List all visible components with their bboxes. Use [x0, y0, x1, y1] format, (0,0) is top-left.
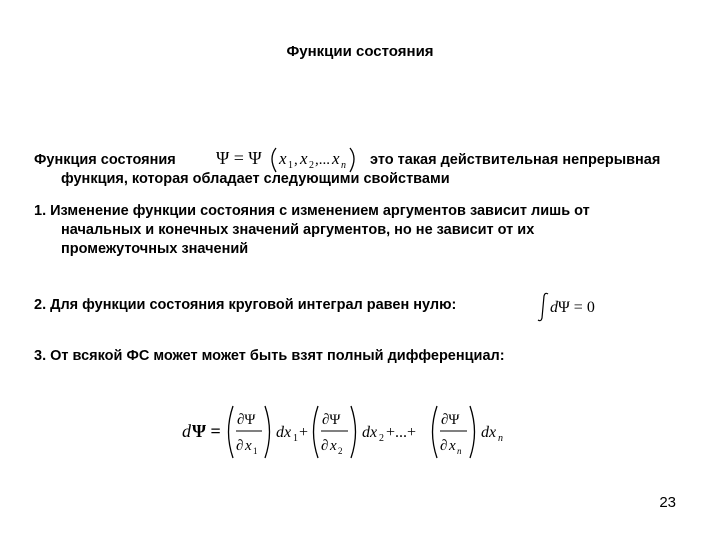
svg-text:2: 2 [309, 160, 314, 171]
svg-text:n: n [498, 433, 503, 444]
svg-text:Ψ =: Ψ = [192, 421, 221, 441]
svg-text:∂Ψ: ∂Ψ [237, 412, 256, 428]
svg-text:d: d [550, 299, 558, 316]
svg-text:n: n [341, 160, 346, 171]
page-number: 23 [659, 494, 676, 511]
svg-text:x: x [300, 149, 308, 168]
svg-text:1: 1 [293, 433, 298, 444]
item3-text: 3. От всякой ФС может может быть взят полный дифференциал: [34, 348, 505, 364]
svg-text:x: x [330, 438, 337, 454]
svg-text:Ψ = Ψ: Ψ = Ψ [216, 148, 262, 168]
svg-text:x: x [279, 149, 287, 168]
svg-text:+: + [299, 424, 309, 441]
svg-text:∂Ψ: ∂Ψ [441, 412, 460, 428]
item1-line2: начальных и конечных значений аргументов, но не зависит от их [61, 222, 535, 238]
total-differential-formula [180, 400, 520, 464]
svg-text:1: 1 [253, 446, 258, 456]
svg-text:n: n [457, 446, 462, 456]
item1-line3: промежуточных значений [61, 241, 249, 257]
svg-text:x: x [245, 438, 252, 454]
svg-text:dx: dx [362, 424, 378, 441]
svg-text:∂: ∂ [321, 438, 329, 454]
svg-text:Ψ = 0: Ψ = 0 [558, 299, 595, 316]
item1-line1: 1. Изменение функции состояния с изменением аргументов зависит лишь от [34, 203, 590, 219]
svg-text:1: 1 [288, 160, 293, 171]
svg-text:2: 2 [379, 433, 384, 444]
item2-text: 2. Для функции состояния круговой интеграл равен нулю: [34, 297, 457, 313]
svg-text:∂: ∂ [440, 438, 448, 454]
intro-tail: это такая действительная непрерывная [370, 152, 661, 168]
svg-text:,: , [294, 152, 298, 168]
svg-text:dx: dx [481, 424, 497, 441]
svg-text:2: 2 [338, 446, 343, 456]
svg-text:,...: ,... [315, 152, 330, 168]
svg-text:x: x [449, 438, 456, 454]
intro-line2: функция, которая обладает следующими свойствами [61, 171, 450, 187]
intro-lead: Функция состояния [34, 152, 176, 168]
svg-text:dx: dx [276, 424, 292, 441]
svg-text:d: d [182, 421, 191, 441]
svg-text:x: x [332, 149, 340, 168]
svg-text:+...+: +...+ [386, 424, 417, 441]
slide-title: Функции состояния [286, 43, 434, 60]
circular-integral-formula [536, 290, 616, 324]
svg-text:∂Ψ: ∂Ψ [322, 412, 341, 428]
svg-text:∂: ∂ [236, 438, 244, 454]
